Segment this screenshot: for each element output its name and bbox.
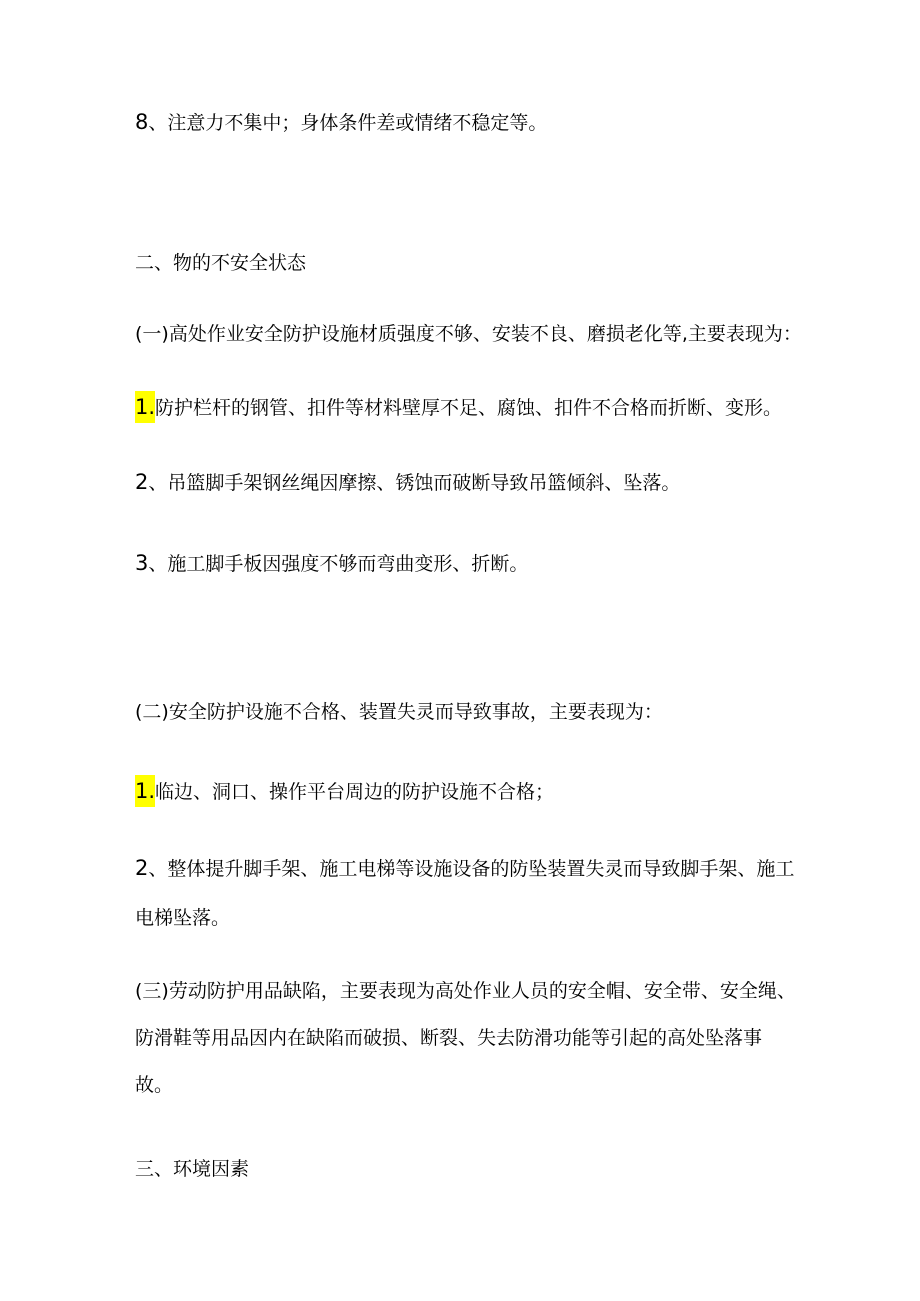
item-text: 、整体提升脚手架、施工电梯等设施设备的防坠装置失灵而导致脚手架、施工 [148, 858, 795, 880]
subsection-heading-2: (二)安全防护设施不合格、装置失灵而导致事故，主要表现为： [135, 701, 663, 723]
item-text: 、吊篮脚手架钢丝绳因摩擦、锈蚀而破断导致吊篮倾斜、坠落。 [148, 472, 681, 494]
item-number: 2 [135, 856, 149, 880]
highlighted-item-number: 1. [135, 391, 155, 423]
subsection-3-line-2: 防滑鞋等用品因内在缺陷而破损、断裂、失去防滑功能等引起的高处坠落事 [135, 1027, 763, 1049]
list-item-1-3 [135, 551, 528, 576]
list-item-2-1 [135, 775, 554, 807]
subsection-3-line-1: (三)劳动防护用品缺陷，主要表现为高处作业人员的安全帽、安全带、安全绳、 [135, 980, 796, 1002]
section-heading-2: 二、物的不安全状态 [135, 252, 307, 274]
list-item-1-2 [135, 470, 680, 495]
item-number: 2 [135, 470, 149, 494]
item-number: 8 [135, 110, 149, 134]
highlighted-item-number: 1. [135, 775, 155, 807]
list-item-2-2-continuation: 电梯坠落。 [135, 907, 231, 929]
section-heading-3: 三、环境因素 [135, 1158, 250, 1180]
item-text: 、施工脚手板因强度不够而弯曲变形、折断。 [148, 553, 529, 575]
item-text: 临边、洞口、操作平台周边的防护设施不合格； [155, 781, 555, 803]
list-item-8 [135, 110, 547, 135]
list-item-2-2 [135, 856, 794, 881]
item-text: 防护栏杆的钢管、扣件等材料壁厚不足、腐蚀、扣件不合格而折断、变形。 [155, 397, 783, 419]
item-number: 3 [135, 551, 149, 575]
subsection-heading-1: (一)高处作业安全防护设施材质强度不够、安装不良、磨损老化等,主要表现为： [135, 323, 802, 345]
list-item-1-1 [135, 391, 782, 423]
subsection-3-line-3: 故。 [135, 1074, 174, 1096]
item-text: 、注意力不集中；身体条件差或情绪不稳定等。 [148, 112, 548, 134]
